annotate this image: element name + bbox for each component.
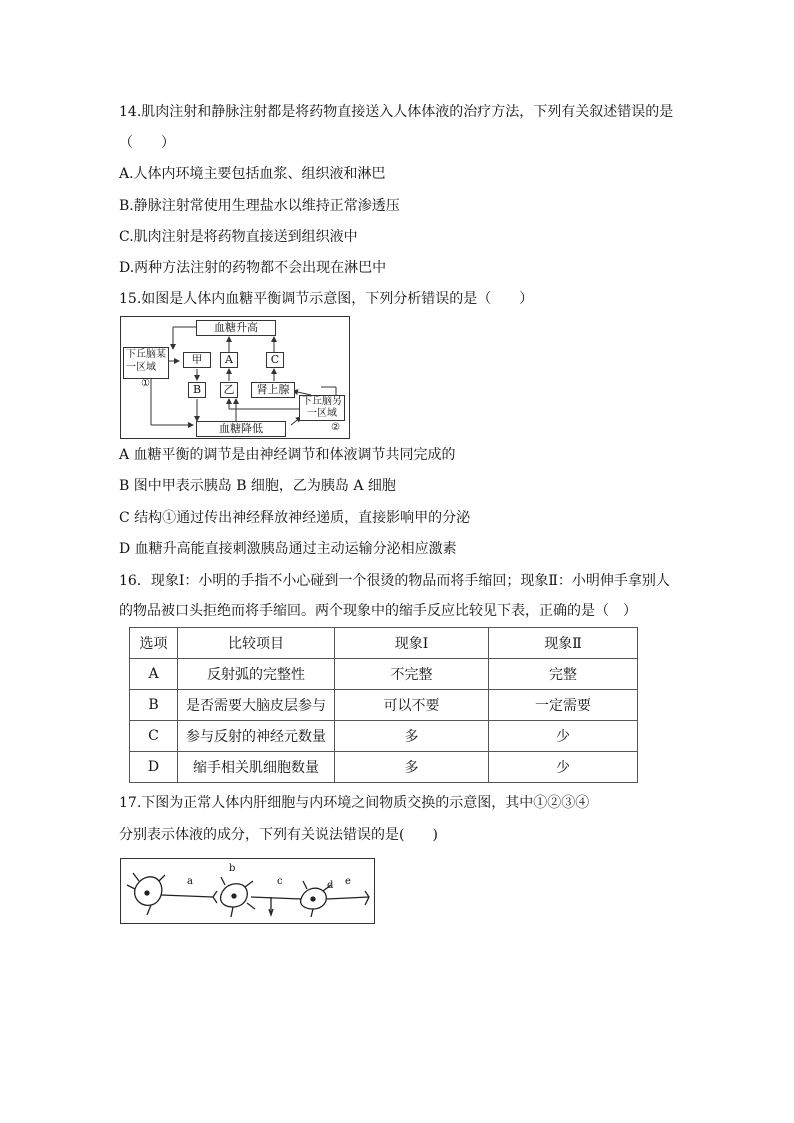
hypothalamus-1-line1: 下丘脑某 xyxy=(126,349,166,360)
q14-option-c: C.肌肉注射是将药物直接送到组织液中 xyxy=(119,229,358,245)
cell: 缩手相关肌细胞数量 xyxy=(178,752,335,783)
label-2: ② xyxy=(331,422,340,433)
th-phenomenon-2: 现象Ⅱ xyxy=(489,628,638,659)
box-hypothalamus-area-2 xyxy=(299,395,345,421)
box-blood-sugar-rise: 血糖升高 xyxy=(196,320,276,336)
q15-option-a: A 血糖平衡的调节是由神经调节和体液调节共同完成的 xyxy=(119,447,456,463)
box-jia: 甲 xyxy=(183,352,211,368)
hypothalamus-2-line1: 下丘脑另 xyxy=(302,396,342,407)
cell: D xyxy=(130,752,178,783)
q15-option-b: B 图中甲表示胰岛 B 细胞，乙为胰岛 A 细胞 xyxy=(119,478,396,494)
cell: C xyxy=(130,721,178,752)
q16-stem-line2: 的物品被口头拒绝而将手缩回。两个现象中的缩手反应比较见下表，正确的是（ ） xyxy=(119,603,637,619)
box-yi: 乙 xyxy=(220,382,238,398)
box-hypothalamus-area-1 xyxy=(123,347,169,379)
cell: 一定需要 xyxy=(489,690,638,721)
cell: 不完整 xyxy=(335,659,489,690)
table-row xyxy=(130,690,638,721)
cell: 参与反射的神经元数量 xyxy=(178,721,335,752)
th-phenomenon-1: 现象Ⅰ xyxy=(335,628,489,659)
box-c: C xyxy=(266,352,284,368)
cell: A xyxy=(130,659,178,690)
q16-stem-line1: 16．现象Ⅰ：小明的手指不小心碰到一个很烫的物品而将手缩回；现象Ⅱ：小明伸手拿别人 xyxy=(119,573,670,589)
q14-option-d: D.两种方法注射的药物都不会出现在淋巴中 xyxy=(119,260,387,276)
q17-stem-line2: 分别表示体液的成分，下列有关说法错误的是( ) xyxy=(119,827,438,843)
q14-stem: 14.肌肉注射和静脉注射都是将药物直接送入人体体液的治疗方法，下列有关叙述错误的是 xyxy=(119,104,674,120)
th-item: 比较项目 xyxy=(178,628,335,659)
label-a: a xyxy=(187,876,193,887)
hypothalamus-2-line2: 一区域 xyxy=(307,408,337,419)
cell: 反射弧的完整性 xyxy=(178,659,335,690)
label-e: e xyxy=(345,876,351,887)
cell: 可以不要 xyxy=(335,690,489,721)
q17-stem-line1: 17.下图为正常人体内肝细胞与内环境之间物质交换的示意图，其中①②③④ xyxy=(119,795,590,811)
hypothalamus-1-line2: 一区域 xyxy=(126,362,156,373)
table-row xyxy=(130,721,638,752)
cell: 多 xyxy=(335,721,489,752)
table-row xyxy=(130,752,638,783)
cell: B xyxy=(130,690,178,721)
cell: 完整 xyxy=(489,659,638,690)
cell: 是否需要大脑皮层参与 xyxy=(178,690,335,721)
table-header-row xyxy=(130,628,638,659)
box-blood-sugar-drop: 血糖降低 xyxy=(196,421,286,437)
q14-option-a: A.人体内环境主要包括血浆、组织液和淋巴 xyxy=(119,166,386,182)
comparison-table xyxy=(129,627,638,783)
box-b: B xyxy=(188,382,206,398)
box-a: A xyxy=(220,352,238,368)
cell: 少 xyxy=(489,721,638,752)
neuron-drawing xyxy=(121,859,374,923)
label-d: d xyxy=(327,880,334,891)
q15-option-d: D 血糖升高能直接刺激胰岛通过主动运输分泌相应激素 xyxy=(119,541,457,557)
label-c: c xyxy=(277,876,283,887)
table-row xyxy=(130,659,638,690)
label-1: ① xyxy=(141,378,150,389)
q14-option-b: B.静脉注射常使用生理盐水以维持正常渗透压 xyxy=(119,198,400,214)
th-option: 选项 xyxy=(130,628,178,659)
q15-stem: 15.如图是人体内血糖平衡调节示意图，下列分析错误的是（ ） xyxy=(119,291,534,307)
cell: 多 xyxy=(335,752,489,783)
blood-sugar-diagram xyxy=(120,316,350,439)
cell: 少 xyxy=(489,752,638,783)
neuron-diagram xyxy=(120,858,375,924)
q14-answer-paren: （ ） xyxy=(119,135,175,151)
q15-option-c: C 结构①通过传出神经释放神经递质，直接影响甲的分泌 xyxy=(119,510,471,526)
box-adrenal: 肾上腺 xyxy=(251,382,295,398)
label-b: b xyxy=(229,863,236,874)
